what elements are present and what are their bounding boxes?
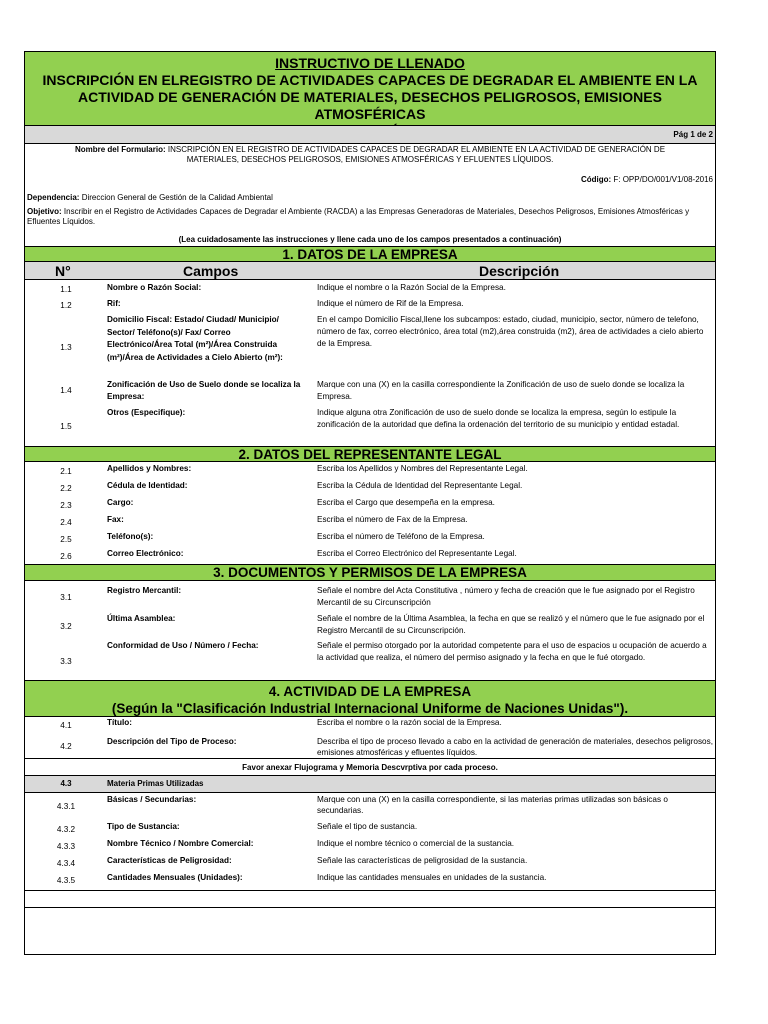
row-field: Cédula de Identidad: <box>107 481 188 490</box>
row-field: Fax: <box>107 515 124 524</box>
page-number: Pág 1 de 2 <box>673 130 713 139</box>
section-4-header <box>25 680 715 717</box>
row-field-line: Sector/ Teléfono(s)/ Fax/ Correo <box>107 327 231 337</box>
row-description: Señale las características de peligrosidad de la sustancia. <box>317 856 528 865</box>
row-number: 2.1 <box>60 467 72 476</box>
instruction-note: (Lea cuidadosamente las instrucciones y llene cada uno de los campos presentados a continuación) <box>178 235 562 244</box>
objetivo <box>25 207 715 229</box>
row-description: Señale el permiso otorgado por la autoridad competente para el uso de espacios u ocupación de acuerdo a la actividad que realiza, el número del permiso asignado y la fecha en que le fué otorgado. <box>317 641 707 662</box>
row-number: 3.2 <box>60 622 72 631</box>
row-field-line: Electrónico/Área Total (m²)/Área Construida <box>107 340 277 349</box>
row-description: Escriba la Cédula de Identidad del Representante Legal. <box>317 481 523 490</box>
form-code <box>25 175 715 187</box>
row-description: En el campo Domicilio Fiscal,llene los subcampos: estado, ciudad, municipio, sector, número de telefono, número de fax, correo electrónico, área total (m2),área construida (m2), área de actividades a cielo abierto de la Empresa. <box>317 315 704 348</box>
section-3-header: 3. DOCUMENTOS Y PERMISOS DE LA EMPRESA <box>25 564 715 581</box>
row-field: Tipo de Sustancia: <box>107 822 180 831</box>
row-description: Señale el tipo de sustancia. <box>317 822 418 831</box>
form-name <box>25 145 715 167</box>
table-row <box>25 776 715 793</box>
row-field: Correo Electrónico: <box>107 549 184 558</box>
header-line-2: INSCRIPCIÓN EN ELREGISTRO DE ACTIVIDADES CAPACES DE DEGRADAR EL AMBIENTE EN LA <box>42 72 698 88</box>
row-number: 2.5 <box>60 535 72 544</box>
row-number: 4.2 <box>60 742 72 751</box>
row-field: Materia Primas Utilizadas <box>107 779 204 788</box>
form-name-value: INSCRIPCIÓN EN EL REGISTRO DE ACTIVIDADES CAPACES DE DEGRADAR EL AMBIENTE EN LA ACTIVIDAD DE GENERACIÓN DE <box>165 145 666 154</box>
row-field: Cantidades Mensuales (Unidades): <box>107 873 243 882</box>
form-name-value-2: MATERIALES, DESECHOS PELIGROSOS, EMISIONES ATMOSFÉRICAS Y EFLUENTES LÍQUIDOS. <box>186 155 554 164</box>
row-number: 4.3.2 <box>56 825 76 834</box>
objetivo-label: Objetivo: <box>27 207 62 216</box>
dependencia-label: Dependencia: <box>27 193 80 202</box>
row-field: Rif: <box>107 299 121 308</box>
code-value: F: OPP/DO/001/V1/08-2016 <box>611 175 713 184</box>
row-number: 1.2 <box>60 301 72 310</box>
document-header <box>25 52 715 126</box>
col-campos: Campos <box>183 263 239 279</box>
row-field: Apellidos y Nombres: <box>107 464 192 473</box>
row-number: 3.1 <box>60 593 72 602</box>
row-description: Señale el nombre de la Última Asamblea, la fecha en que se realizó y el número que le fue asignado por el Registro Mercantil de su Circunscripción. <box>317 614 705 635</box>
row-description: Indique las cantidades mensuales en unidades de la sustancia. <box>317 873 547 882</box>
row-description: Escriba el Correo Electrónico del Representante Legal. <box>317 549 517 558</box>
row-description: Indique alguna otra Zonificación de uso de suelo donde se localiza la empresa, según lo estipule la zonificación de la autoridad que defina la ordenación del territorio de su municipio y entidad estadal. <box>317 408 680 429</box>
row-description: Indique el nombre técnico o comercial de la sustancia. <box>317 839 515 848</box>
row-field: Última Asamblea: <box>107 614 176 623</box>
section-1-header: 1. DATOS DE LA EMPRESA <box>25 246 715 262</box>
row-description: Describa el tipo de proceso llevado a cabo en la actividad de generación de materiales, desechos peligrosos, emisiones atmosféricas y efluentes líquidos. <box>317 737 713 757</box>
row-number: 3.3 <box>60 657 72 666</box>
row-number: 2.4 <box>60 518 72 527</box>
row-number: 1.1 <box>60 285 72 294</box>
row-field: Título: <box>107 718 133 727</box>
row-number: 4.3 <box>60 779 72 788</box>
empty-row <box>25 907 715 954</box>
header-title: INSTRUCTIVO DE LLENADO <box>275 55 465 71</box>
row-field: Otros (Especifique): <box>107 408 186 417</box>
section-4-title: 4. ACTIVIDAD DE LA EMPRESA <box>268 684 472 699</box>
row-description: Indique el nombre o la Razón Social de la Empresa. <box>317 283 506 292</box>
empty-row <box>25 890 715 907</box>
col-descripcion: Descripción <box>479 263 560 279</box>
row-field: Descripción del Tipo de Proceso: <box>107 737 237 746</box>
row-number: 4.3.1 <box>56 802 76 811</box>
row-field: Básicas / Secundarias: <box>107 795 197 804</box>
row-field: Zonificación de Uso de Suelo donde se localiza la Empresa: <box>107 380 301 401</box>
section-4-subtitle: (Según la "Clasificación Industrial Internacional Uniforme de Naciones Unidas"). <box>111 701 629 716</box>
section-2-header: 2. DATOS DEL REPRESENTANTE LEGAL <box>25 446 715 462</box>
flowchart-note: Favor anexar Flujograma y Memoria Descvrptiva por cada proceso. <box>25 758 715 776</box>
row-field: Nombre o Razón Social: <box>107 283 202 292</box>
row-number: 4.3.4 <box>56 859 76 868</box>
row-description: Escriba el nombre o la razón social de la Empresa. <box>317 718 502 727</box>
row-description: Marque con una (X) en la casilla correspondiente la Zonificación de uso de suelo donde se localiza la Empresa. <box>317 380 685 401</box>
objetivo-value: Inscribir en el Registro de Actividades Capaces de Degradar el Ambiente (RACDA) a las Empresas Generadoras de Materiales, Desechos Peligrosos, Emisiones Atmosféricas y Efluentes Líquidos. <box>27 207 690 226</box>
row-field <box>107 314 315 364</box>
row-field: Teléfono(s): <box>107 532 154 541</box>
header-line-3: ACTIVIDAD DE GENERACIÓN DE MATERIALES, DESECHOS PELIGROSOS, EMISIONES ATMOSFÉRICAS <box>78 89 662 122</box>
row-field-line: Domicilio Fiscal: Estado/ Ciudad/ Municipio/ <box>107 315 279 324</box>
row-field: Conformidad de Uso / Número / Fecha: <box>107 641 259 650</box>
row-number: 4.3.5 <box>56 876 76 885</box>
row-number: 2.2 <box>60 484 72 493</box>
row-number: 2.3 <box>60 501 72 510</box>
row-field-line: (m²)/Área de Actividades a Cielo Abierto (m²): <box>107 352 283 362</box>
row-description: Escriba el Cargo que desempeña en la empresa. <box>317 498 495 507</box>
dependencia <box>25 193 715 205</box>
column-headers <box>25 262 715 280</box>
col-number: N° <box>55 263 71 279</box>
code-label: Código: <box>580 175 612 184</box>
row-number: 4.1 <box>60 721 72 730</box>
row-field: Nombre Técnico / Nombre Comercial: <box>107 839 254 848</box>
page-bar <box>25 126 715 144</box>
instruction-sheet <box>24 51 716 955</box>
row-field: Características de Peligrosidad: <box>107 856 232 865</box>
form-name-label: Nombre del Formulario: <box>74 145 166 154</box>
row-number: 4.3.3 <box>56 842 76 851</box>
row-field: Cargo: <box>107 498 134 507</box>
row-description: Señale el nombre del Acta Constitutiva , número y fecha de creación que le fue asignado por el Registro Mercantil de su Circunscripción <box>317 586 695 607</box>
row-number: 1.5 <box>60 422 72 431</box>
row-description: Escriba el número de Teléfono de la Empresa. <box>317 532 485 541</box>
row-number: 1.4 <box>60 386 72 395</box>
row-number: 1.3 <box>60 343 72 352</box>
row-description: Escriba el número de Fax de la Empresa. <box>317 515 468 524</box>
row-field: Registro Mercantil: <box>107 586 182 595</box>
row-number: 2.6 <box>60 552 72 561</box>
dependencia-value: Direccion General de Gestión de la Calidad Ambiental <box>79 193 273 202</box>
row-description: Marque con una (X) en la casilla correspondiente, si las materias primas utilizadas son básicas o secundarias. <box>317 795 668 815</box>
row-description: Escriba los Apellidos y Nombres del Representante Legal. <box>317 464 528 473</box>
row-description: Indique el número de Rif de la Empresa. <box>317 299 464 308</box>
